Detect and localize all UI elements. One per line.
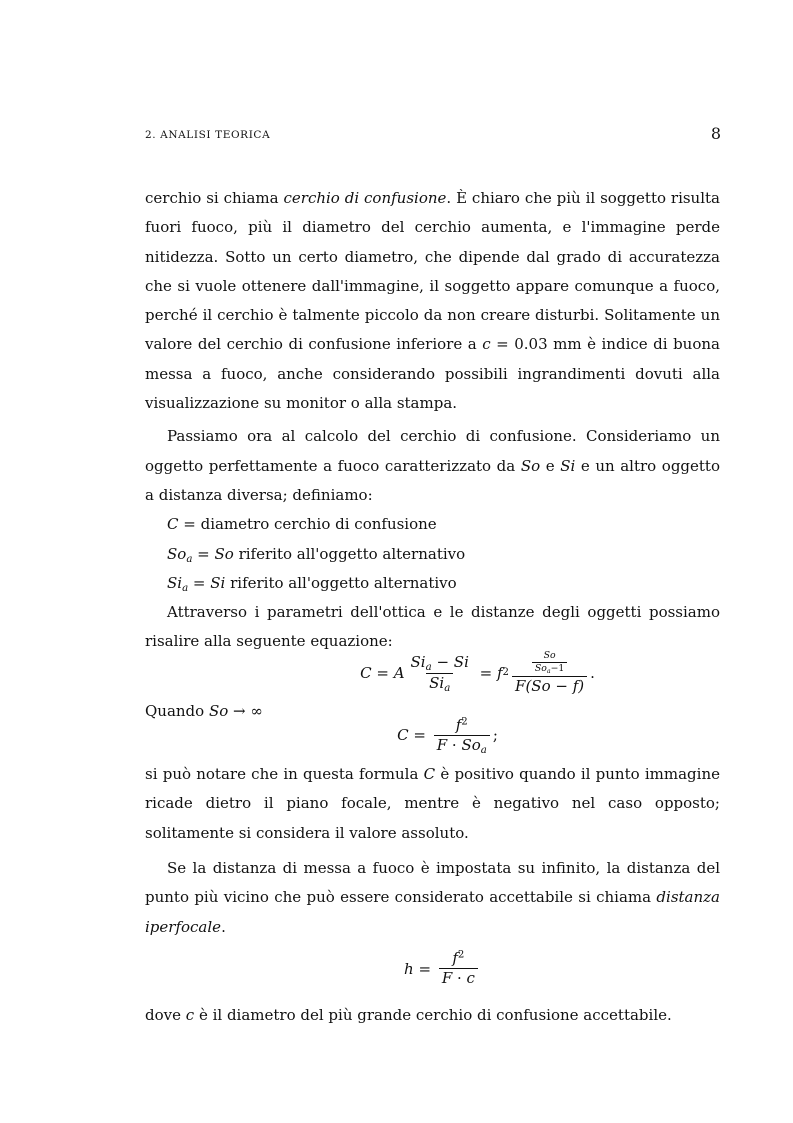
paragraph-7: dove c è il diametro del più grande cerchio di confusione accettabile.: [145, 1006, 672, 1025]
paragraph-5: si può notare che in questa formula C è positivo quando il punto immagine ricade dietro il piano focale, mentre è negativo nel caso opposto; solitamente si considera il valore assoluto.: [145, 765, 720, 842]
running-header: 2. ANALISI TEORICA: [145, 129, 271, 141]
paragraph-1: cerchio si chiama cerchio di confusione. È chiaro che più il soggetto risulta fuori fuoco, più il diametro del cerchio aumenta, e l'immagine perde nitidezza. Sotto un certo diametro, che dipende dal grado di accuratezza che si vuole ottenere dall'immagine, il soggetto appare comunque a fuoco, perché il cerchio è talmente piccolo da non creare disturbi. Solitamente un valore del cerchio di confusione inferiore a c = 0.03 mm è indice di buona messa a fuoco, anche considerando possibili ingrandimenti dovuti alla visualizzazione su monitor o alla stampa.: [145, 189, 720, 413]
equation-confusion-infinity: C = $\frac{f^2}{F \cdot So_a}$ ;: [397, 715, 498, 756]
term-cerchio-di-confusione: cerchio di confusione: [283, 189, 447, 207]
inner-fraction-so: $\frac{So}{So_a-1}$: [532, 651, 567, 675]
paragraph-6: Se la distanza di messa a fuoco è impostata su infinito, la distanza del punto più vicino che può essere considerato accettabile si chiama distanza iperfocale.: [145, 859, 720, 936]
paragraph-4: Quando So → ∞: [145, 702, 263, 721]
paragraph-2: Passiamo ora al calcolo del cerchio di confusione. Consideriamo un oggetto perfettamente a fuoco caratterizzato da So e Si e un altro oggetto a distanza diversa; definiamo:: [145, 427, 720, 504]
equation-confusion-circle: C = A $\frac{Si_a - Si}{Si_a}$ = f 2 $\frac{\frac{So}{So_a-1}}{F(So - f)}$ .: [360, 649, 595, 696]
definition-si-a: $Si_a = Si$ riferito all'oggetto alternativo: [167, 573, 457, 594]
definition-so-a: $So_a = So$ riferito all'oggetto alternativo: [167, 544, 466, 565]
page-number: 8: [710, 124, 721, 143]
paragraph-3: Attraverso i parametri dell'ottica e le distanze degli oggetti possiamo risalire alla seguente equazione:: [145, 603, 720, 651]
equation-hyperfocal: h = $\frac{f^2}{F \cdot c}$: [145, 950, 720, 988]
definition-c: C = diametro cerchio di confusione: [167, 515, 437, 534]
fraction-si: $\frac{Si_a - Si}{Si_a}$: [410, 653, 469, 694]
fraction-f: $\frac{\frac{So}{So_a-1}}{F(So - f)}$: [512, 651, 587, 696]
fraction-f2-over-fsoa: $\frac{f^2}{F \cdot So_a}$: [434, 717, 490, 755]
fraction-f2-over-fc: $\frac{f^2}{F \cdot c}$: [439, 950, 478, 988]
term-distanza-iperfocale: distanza iperfocale: [145, 888, 720, 936]
body-text: [145, 184, 720, 1031]
